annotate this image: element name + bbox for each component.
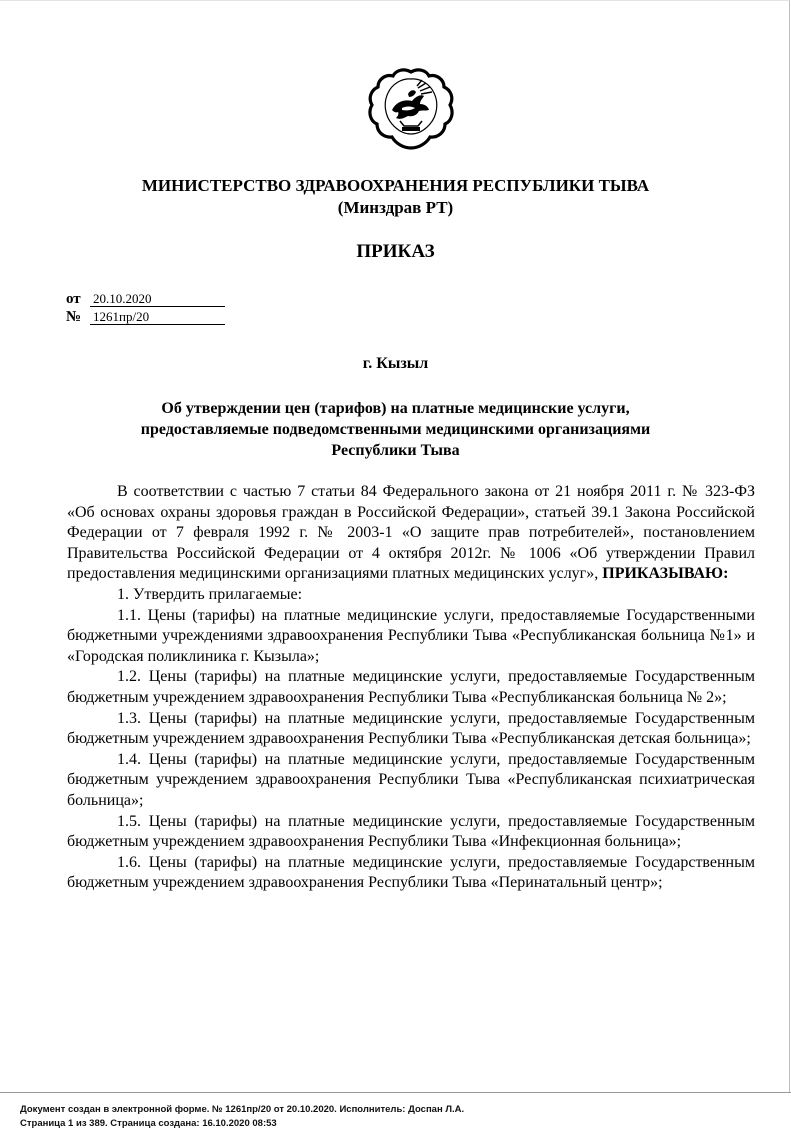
item-1: 1. Утвердить прилагаемые: bbox=[117, 585, 303, 603]
subject-line-1: Об утверждении цен (тарифов) на платные медицинские услуги, bbox=[161, 400, 630, 417]
ministry-name: МИНИСТЕРСТВО ЗДРАВООХРАНЕНИЯ РЕСПУБЛИКИ ТЫВА bbox=[141, 176, 650, 195]
subject-line-3: Республики Тыва bbox=[331, 442, 460, 459]
item-1-3: 1.3. Цены (тарифы) на платные медицинские услуги, предоставляемые Государственным бюджетным учреждением здравоохранения Республики Тыва «Республиканская детская больница»; bbox=[67, 709, 755, 748]
item-1-6: 1.6. Цены (тарифы) на платные медицинские услуги, предоставляемые Государственным бюджетным учреждением здравоохранения Республики Тыва «Перинатальный центр»; bbox=[67, 853, 755, 892]
tuva-coat-of-arms-icon bbox=[368, 66, 454, 156]
document-footer bbox=[20, 1103, 464, 1131]
document-body bbox=[67, 482, 755, 894]
city-of-issue: г. Кызыл bbox=[362, 355, 429, 372]
footer-line-2: Страница 1 из 389. Страница создана: 16.10.2020 08:53 bbox=[20, 1118, 277, 1129]
date-label: от bbox=[66, 291, 81, 307]
document-type-title: ПРИКАЗ bbox=[356, 241, 435, 262]
item-1-5: 1.5. Цены (тарифы) на платные медицинские услуги, предоставляемые Государственным бюджетным учреждением здравоохранения Республики Тыва «Инфекционная больница»; bbox=[67, 812, 755, 851]
order-number-line bbox=[66, 309, 225, 326]
footer-divider bbox=[0, 1092, 791, 1093]
ministry-abbreviation: (Минздрав РТ) bbox=[337, 198, 454, 217]
number-label: № bbox=[66, 309, 82, 325]
subject-line-2: предоставляемые подведомственными медицинскими организациями bbox=[140, 421, 651, 438]
number-value: 1261пр/20 bbox=[90, 309, 225, 325]
date-value: 20.10.2020 bbox=[90, 291, 225, 307]
order-date-line bbox=[66, 291, 225, 308]
item-1-4: 1.4. Цены (тарифы) на платные медицинские услуги, предоставляемые Государственным бюджетным учреждением здравоохранения Республики Тыва «Республиканская психиатрическая больница»; bbox=[67, 750, 755, 809]
item-1-1: 1.1. Цены (тарифы) на платные медицинские услуги, предоставляемые Государственными бюджетными учреждениями здравоохранения Республики Тыва «Республиканская больница №1» и «Городская поликлиника г. Кызыла»; bbox=[67, 606, 755, 665]
order-word: ПРИКАЗЫВАЮ: bbox=[602, 565, 729, 583]
preamble-paragraph bbox=[67, 482, 755, 585]
preamble-text: В соответствии с частью 7 статьи 84 Федерального закона от 21 ноября 2011 г. № 323-ФЗ «Об основах охраны здоровья граждан в Российской Федерации», статьей 39.1 Закона Российской Федерации от 7 февраля 1992 г. № 2003-1 «О защите прав потребителей», постановлением Правительства Российской Федерации от 4 октября 2012г. № 1006 «Об утверждении Правил предоставления медицинскими организациями платных медицинских услуг», bbox=[67, 483, 755, 583]
footer-line-1: Документ создан в электронной форме. № 1261пр/20 от 20.10.2020. Исполнитель: Доспан Л.А. bbox=[20, 1104, 465, 1115]
item-1-2: 1.2. Цены (тарифы) на платные медицинские услуги, предоставляемые Государственным бюджетным учреждением здравоохранения Республики Тыва «Республиканская больница № 2»; bbox=[67, 668, 755, 706]
